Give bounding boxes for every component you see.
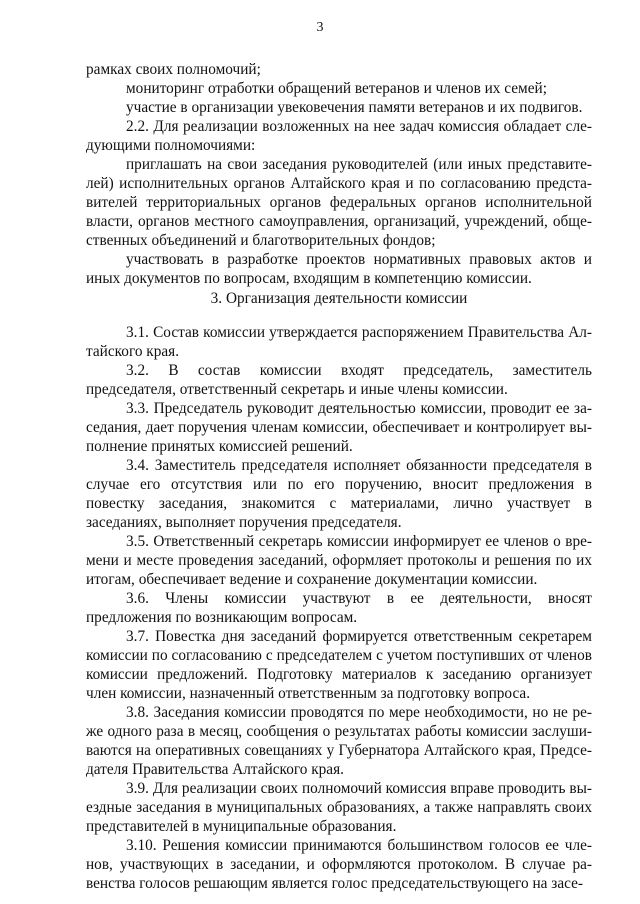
paragraph: участие в организации увековечения памяти ветеранов и их подвигов. [126,99,583,116]
paragraph: 3.3. Председатель руководит деятельностью комиссии, проводит ее заседания, дает поручения членам комиссии, обеспечивает и контролирует выполнение принятых комиссией решений. [86,400,592,455]
paragraph: 3.4. Заместитель председателя исполняет обязанности председателя в случае его отсутствия или по его поручению, вносит предложения в повестку заседания, знакомится с материалами, лично участвует в заседаниях, выполняет поручения председателя. [86,457,592,531]
paragraph: 3.2. В состав комиссии входят председатель, заместитель председателя, ответственный секретарь и иные члены комиссии. [86,362,592,398]
paragraph: 3.1. Состав комиссии утверждается распоряжением Правительства Алтайского края. [86,324,592,360]
paragraph: 3.10. Решения комиссии принимаются большинством голосов ее членов, участвующих в заседании, и оформляются протоколом. В случае равенства голосов решающим является голос председательствующего на засе- [86,837,592,892]
top-paragraphs [86,60,592,288]
paragraph: 3.5. Ответственный секретарь комиссии информирует ее членов о времени и месте проведения заседаний, оформляет протоколы и решения по их итогам, обеспечивает ведение и сохранение документации комиссии. [86,533,592,588]
page-number: 3 [316,20,324,35]
section-heading: 3. Организация деятельности комиссии [210,290,468,307]
paragraph: 3.9. Для реализации своих полномочий комиссия вправе проводить выездные заседания в муниципальных образованиях, а также направлять своих представителей в муниципальные образования. [86,780,592,835]
paragraph: 3.7. Повестка дня заседаний формируется ответственным секретарем комиссии по согласованию с председателем с учетом поступивших от членов комиссии предложений. Подготовку материалов к заседанию организует член комиссии, назначенный ответственным за подготовку вопроса. [86,628,592,702]
paragraph: приглашать на свои заседания руководителей (или иных представителей) исполнительных органов Алтайского края и по согласованию представителей территориальных органов федеральных органов исполнительной власти, органов местного самоуправления, организаций, учреждений, общественных объединений и благотворительных фондов; [86,156,592,249]
paragraph: рамках своих полномочий; [86,61,261,78]
paragraph: 3.8. Заседания комиссии проводятся по мере необходимости, но не реже одного раза в месяц, сообщения о результатах работы комиссии заслушиваются на оперативных совещаниях у Губернатора Алтайского края, Председателя Правительства Алтайского края. [86,704,592,778]
paragraph: мониторинг отработки обращений ветеранов и членов их семей; [126,80,547,97]
paragraph: 3.6. Члены комиссии участвуют в ее деятельности, вносят предложения по возникающим вопросам. [86,590,592,626]
paragraph: участвовать в разработке проектов нормативных правовых актов и иных документов по вопросам, входящим в компетенцию комиссии. [86,251,592,287]
paragraph: 2.2. Для реализации возложенных на нее задач комиссия обладает следующими полномочиями: [86,118,592,154]
section-paragraphs [86,323,592,893]
